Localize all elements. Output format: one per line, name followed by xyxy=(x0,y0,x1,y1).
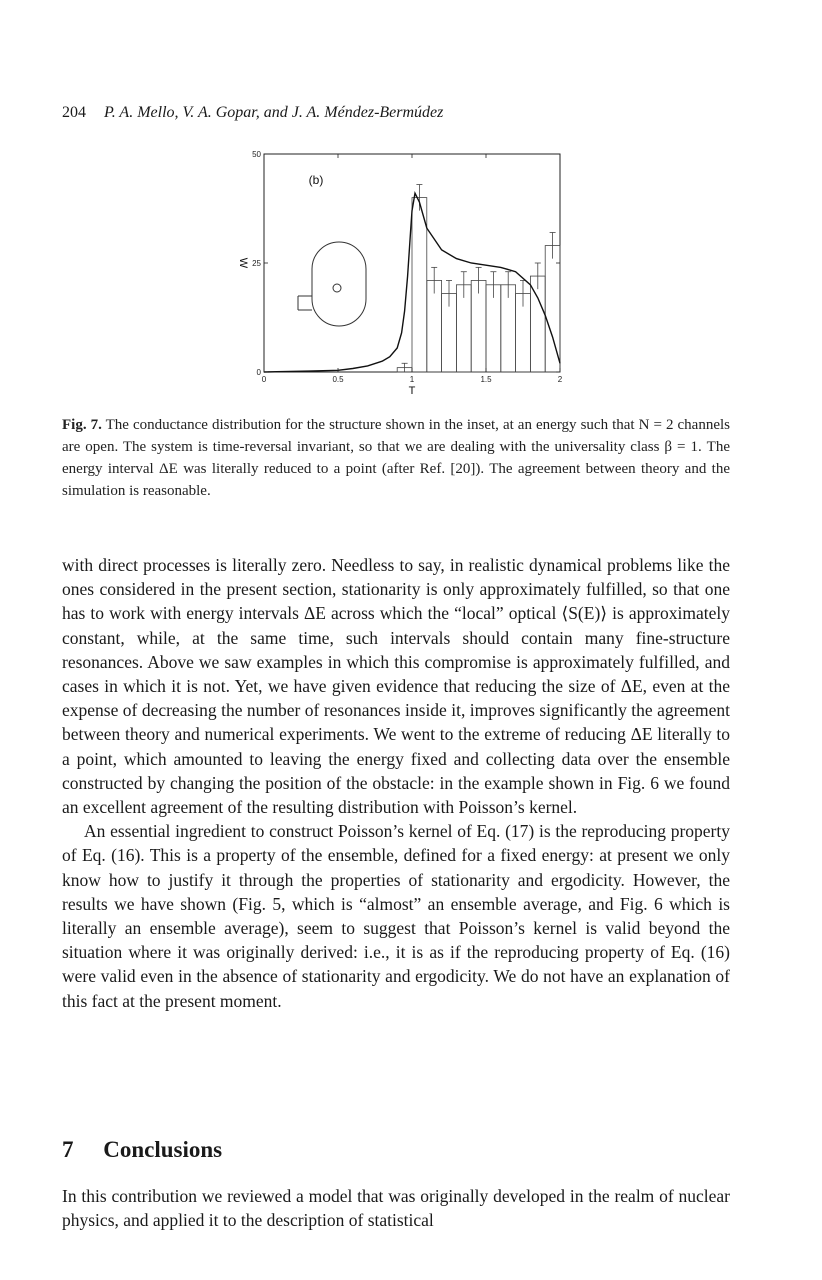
inset-lead xyxy=(298,296,312,310)
inset-obstacle xyxy=(333,284,341,292)
panel-label: (b) xyxy=(308,173,324,187)
x-axis-label: T xyxy=(408,385,416,397)
figure-7-chart xyxy=(220,148,580,408)
x-tick-label: 0 xyxy=(261,375,267,384)
conclusions-text xyxy=(62,1184,730,1232)
y-tick-label: 50 xyxy=(252,150,261,159)
section-number: 7 xyxy=(62,1137,74,1162)
page-number: 204 xyxy=(62,104,86,121)
x-tick-label: 1 xyxy=(409,375,415,384)
histogram-bar xyxy=(471,280,486,372)
conclusions-paragraph-1: In this contribution we reviewed a model that was originally developed in the realm of nuclear physics, and applied it to the description of statistical xyxy=(62,1186,730,1231)
y-tick-label: 0 xyxy=(256,368,261,377)
section-heading xyxy=(62,1137,222,1163)
y-tick-label: 25 xyxy=(252,259,261,268)
x-tick-label: 1.5 xyxy=(480,375,492,384)
body-paragraph-2: An essential ingredient to construct Poisson’s kernel of Eq. (17) is the reproducing property of Eq. (16). This is a property of the ensemble, defined for a fixed energy: at present we only know how to justify it through the properties of stationarity and ergodicity. However, the results we have shown (Fig. 5, which is “almost” an ensemble average, and Fig. 6 which is literally an ensemble average), seem to suggest that Poisson’s kernel is valid beyond the situation where it was originally derived: i.e., it is as if the reproducing property of Eq. (16) were valid even in the absence of stationarity and ergodicity. We do not have an explanation of this fact at the present moment. xyxy=(62,821,730,1011)
histogram-bar xyxy=(412,198,427,372)
x-tick-label: 2 xyxy=(557,375,563,384)
y-axis-label: W xyxy=(237,257,249,269)
figure-caption xyxy=(62,414,730,502)
histogram-bar xyxy=(427,280,442,372)
running-header xyxy=(62,104,443,122)
caption-label: Fig. 7. xyxy=(62,417,102,433)
section-title: Conclusions xyxy=(103,1137,223,1162)
running-authors: P. A. Mello, V. A. Gopar, and J. A. Méndez-Bermúdez xyxy=(104,104,444,121)
x-tick-label: 0.5 xyxy=(332,375,344,384)
caption-text: The conductance distribution for the structure shown in the inset, at an energy such that N = 2 channels are open. The system is time-reversal invariant, so that we are dealing with the universality class β = 1. The energy interval ΔE was literally reduced to a point (after Ref. [20]). The agreement between theory and the simulation is reasonable. xyxy=(62,417,730,499)
body-paragraph-1: with direct processes is literally zero. Needless to say, in realistic dynamical problems like the ones considered in the present section, stationarity is only approximately fulfilled, so that one has to work with energy intervals ΔE across which the “local” optical ⟨S(E)⟩ is approximately constant, while, at the same time, such intervals should contain many fine-structure resonances. Above we saw examples in which this compromise is approximately fulfilled, and cases in which it is not. Yet, we have given evidence that reducing the size of ΔE, even at the expense of decreasing the number of resonances inside it, improves significantly the agreement between theory and numerical experiments. We went to the extreme of reducing ΔE literally to a point, which amounted to leaving the energy fixed and collecting data over the ensemble constructed by changing the position of the obstacle: in the example shown in Fig. 6 we found an excellent agreement of the resulting distribution with Poisson’s kernel. xyxy=(62,555,730,818)
body-text xyxy=(62,553,730,1013)
histogram-bar xyxy=(530,276,545,372)
